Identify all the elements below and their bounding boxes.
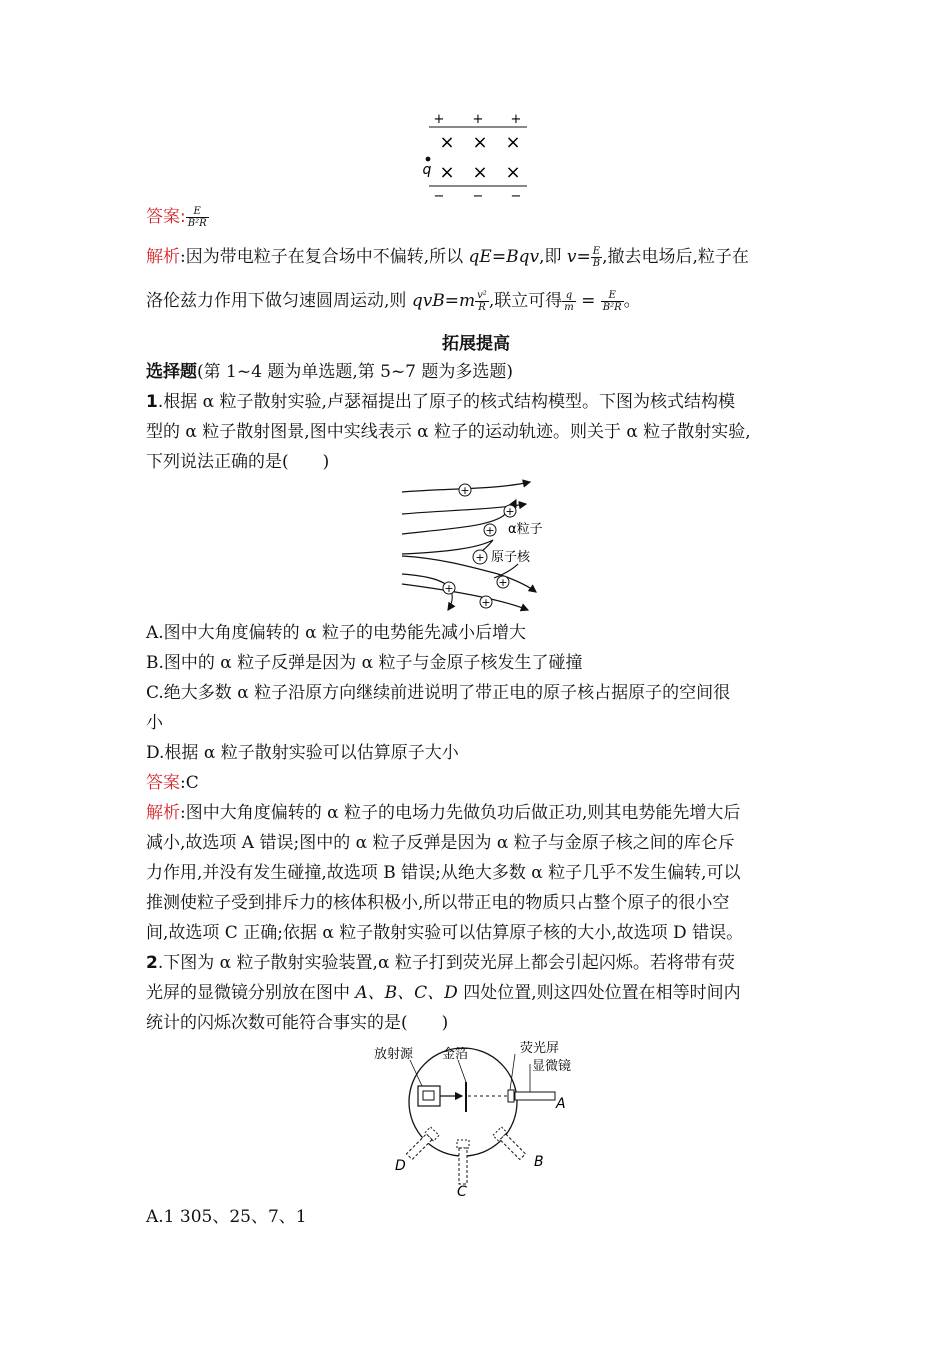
q1-line-2: 型的 α 粒子散射图景,图中实线表示 α 粒子的运动轨迹。则关于 α 粒子散射实验, [146,422,751,442]
magnetic-field-cross: × [439,132,455,153]
q1-analysis-2: 减小,故选项 A 错误;图中的 α 粒子反弹是因为 α 粒子与金原子核之间的库仑斥 [146,833,735,853]
analysis-line-1: 解析:因为带电粒子在复合场中不偏转,所以 qE=Bqv,即 v= $\frac{E}{B}$ ,撤去电场后,粒子在 [146,246,749,269]
screen-label: 荧光屏 [520,1041,560,1056]
q2-line-3: 统计的闪烁次数可能符合事实的是( ) [146,1013,449,1033]
charge-dot [426,157,431,162]
answer-fraction: $\frac{E}{\text{B²R}}$ [187,206,207,229]
foil-leader [458,1060,466,1082]
q1-analysis-1: 解析:图中大角度偏转的 α 粒子的电场力先做负功后做正功,则其电势能先增大后 [146,803,741,823]
microscope-D [405,1127,439,1161]
q1-option-d[interactable]: D.根据 α 粒子散射实验可以估算原子大小 [146,743,459,763]
position-A-label: A [556,1096,566,1112]
crossed-field-figure [415,110,535,202]
nucleus [497,576,509,589]
q1-analysis-3: 力作用,并没有发生碰撞,故选项 B 错误;从绝大多数 α 粒子几乎不发生偏转,可以 [146,863,741,883]
q2-line-1: 2.下图为 α 粒子散射实验装置,α 粒子打到荧光屏上都会引起闪烁。若将带有荧 [146,953,735,973]
nucleus [504,505,516,518]
q1-option-b[interactable]: B.图中的 α 粒子反弹是因为 α 粒子与金原子核发生了碰撞 [146,653,583,673]
screen-A [508,1090,514,1102]
alpha-scattering-figure [398,474,558,616]
minus-sign: − [510,189,522,202]
q2-line-2: 光屏的显微镜分别放在图中 A、B、C、D 四处位置,则这四处位置在相等时间内 [146,983,741,1003]
q1-option-c-cont: 小 [146,713,163,733]
mass-fraction: $\frac{\text{v²}}{R}$ [477,290,487,313]
q2-option-a[interactable]: A.1 305、25、7、1 [146,1207,307,1227]
charge-mass-fraction: $\frac{q}{m}$ [564,290,574,313]
svg-text:+: + [481,596,491,609]
svg-text:+: + [505,505,515,518]
minus-sign: − [472,189,484,202]
nucleus [473,550,487,564]
position-B-label: B [534,1154,544,1170]
q1-answer: 答案:C [146,773,199,793]
nucleus [443,582,455,595]
scattering-apparatus-figure [370,1038,590,1202]
velocity-fraction: $\frac{E}{B}$ [592,246,601,269]
svg-text:+: + [444,582,454,595]
answer-label: 答案 [146,207,180,227]
answer-line-1 [146,206,209,229]
radioactive-source-box [418,1086,440,1106]
charge-label: q [422,162,432,178]
q1-analysis-5: 间,故选项 C 正确;依据 α 粒子散射实验可以估算原子核的大小,故选项 D 错误。 [146,923,744,943]
nucleus-label: 原子核 [491,550,531,565]
svg-text:+: + [485,524,495,537]
section-title: 拓展提高 [442,334,510,354]
q1-line-1: 1.根据 α 粒子散射实验,卢瑟福提出了原子的核式结构模型。下图为核式结构模 [146,392,735,412]
plus-sign: + [472,112,484,127]
choice-header: 选择题(第 1~4 题为单选题,第 5~7 题为多选题) [146,362,514,382]
microscope-C [457,1140,469,1184]
nucleus [480,596,492,609]
plus-sign: + [510,112,522,127]
q1-analysis-4: 推测使粒子受到排斥力的核体积极小,所以带正电的物质只占整个原子的很小空 [146,893,730,913]
magnetic-field-cross: × [505,132,521,153]
source-label: 放射源 [374,1047,414,1062]
alpha-trajectory [402,500,516,534]
q1-option-a[interactable]: A.图中大角度偏转的 α 粒子的电势能先减小后增大 [146,623,526,643]
foil-label: 金箔 [442,1047,469,1062]
svg-text:+: + [460,484,470,497]
microscope-A [515,1092,555,1100]
magnetic-field-cross: × [505,162,521,183]
analysis-line-2: 洛伦兹力作用下做匀速圆周运动,则 qvB=m $\frac{\text{v²}}{R}$ ,联立可得 $\frac{q}{m}$ = $\frac{E}{\text{B²R}}$ 。 [146,290,641,313]
q1-option-c[interactable]: C.绝大多数 α 粒子沿原方向继续前进说明了带正电的原子核占据原子的空间很 [146,683,731,703]
result-fraction: $\frac{E}{\text{B²R}}$ [602,290,622,313]
nucleus [459,484,471,497]
magnetic-field-cross: × [472,132,488,153]
magnetic-field-cross: × [439,162,455,183]
microscope-label: 显微镜 [532,1059,572,1074]
alpha-trajectory [402,584,528,610]
position-C-label: C [457,1184,467,1200]
source-leader [410,1060,422,1086]
q1-line-3: 下列说法正确的是( ) [146,452,330,472]
svg-text:+: + [498,576,508,589]
answer-colon: : [180,207,186,227]
alpha-particle-label: α粒子 [508,522,543,537]
nucleus [484,524,496,537]
magnetic-field-cross: × [472,162,488,183]
plus-sign: + [433,112,445,127]
svg-text:+: + [475,551,485,564]
analysis-label: 解析 [146,247,180,267]
position-D-label: D [395,1158,406,1174]
minus-sign: − [433,189,445,202]
